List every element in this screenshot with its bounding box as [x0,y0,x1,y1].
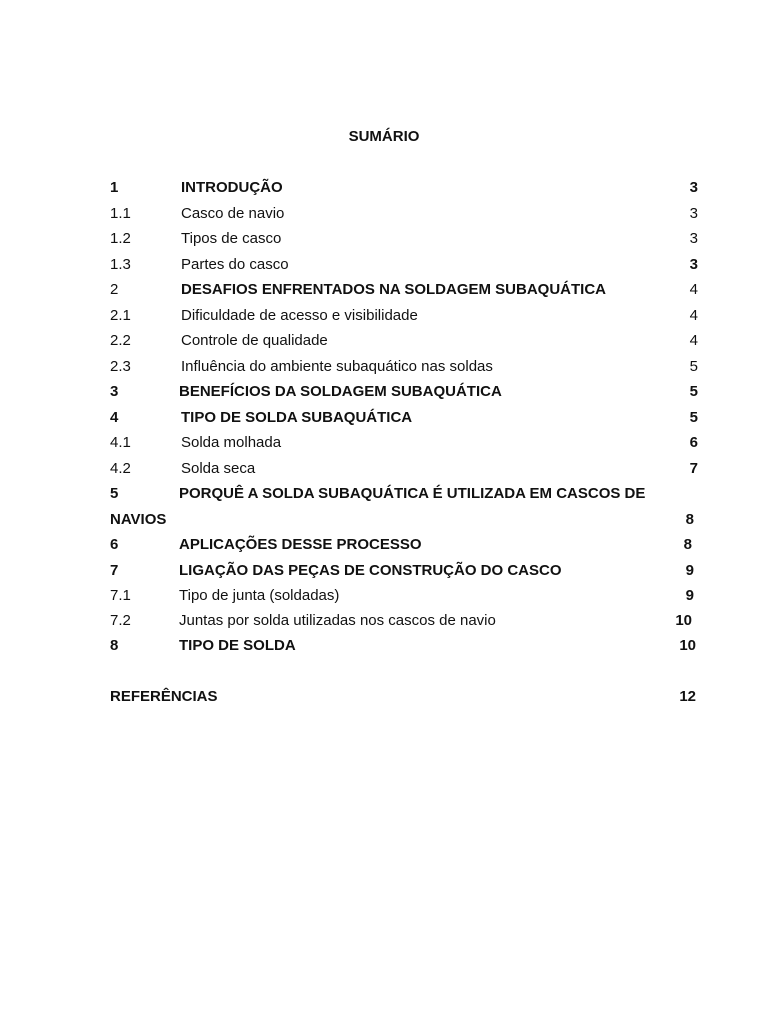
toc-entry-page: 7 [689,460,698,477]
toc-entry-number: 1.1 [110,205,131,222]
toc-entry-label: TIPO DE SOLDA [179,637,296,654]
toc-entry-number: 5 [110,485,119,502]
toc-entry-label: Tipo de junta (soldadas) [179,587,340,604]
toc-entry [110,229,698,249]
toc-entry-page: 9 [685,587,694,604]
toc-entry-number: 2.1 [110,307,131,324]
toc-entry-page: 10 [675,612,692,629]
toc-entry-page: 10 [679,637,696,654]
toc-entry-number: 7.1 [110,587,131,604]
toc-entry-number: 4 [110,409,119,426]
toc-entry-label: Dificuldade de acesso e visibilidade [181,307,418,324]
references-page: 12 [679,688,696,705]
toc-entry-label: Influência do ambiente subaquático nas soldas [181,358,493,375]
toc-entry [110,408,698,428]
toc-entry [110,611,698,631]
page-title: SUMÁRIO [348,128,420,145]
toc-entry-continuation [110,510,698,530]
toc-entry [110,535,698,555]
toc-entry-page: 5 [689,358,698,375]
toc-entry-page: 4 [689,281,698,298]
toc-entry-label: Juntas por solda utilizadas nos cascos de navio [179,612,496,629]
toc-entry [110,255,698,275]
toc-entry [110,306,698,326]
toc-entry-label: TIPO DE SOLDA SUBAQUÁTICA [181,409,413,426]
toc-entry [110,280,698,300]
toc-entry [110,331,698,351]
toc-entry-number: 1 [110,179,119,196]
toc-entry-number: 4.1 [110,434,131,451]
toc-entry [110,636,698,656]
toc-entry-label: APLICAÇÕES DESSE PROCESSO [179,536,422,553]
toc-entry-number: 2.3 [110,358,131,375]
toc-entry [110,178,698,198]
toc-entry-number: 3 [110,383,119,400]
toc-entry-label: Tipos de casco [181,230,282,247]
toc-entry-page: 3 [689,230,698,247]
toc-entry-number: 8 [110,637,119,654]
toc-entry-page: 8 [683,536,692,553]
toc-entry-label-continuation: NAVIOS [110,511,167,528]
toc-entry [110,204,698,224]
toc-entry-number: 4.2 [110,460,131,477]
toc-entry-label: Solda molhada [181,434,282,451]
toc-entry [110,586,698,606]
toc-entry-label: BENEFÍCIOS DA SOLDAGEM SUBAQUÁTICA [179,383,502,400]
references-label: REFERÊNCIAS [110,688,218,705]
toc-entry [110,484,698,504]
toc-entry [110,459,698,479]
toc-entry-page: 9 [685,562,694,579]
toc-references [110,687,698,707]
toc-entry-label: Casco de navio [181,205,285,222]
toc-entry-number: 1.2 [110,230,131,247]
toc-entry [110,382,698,402]
toc-entry-number: 1.3 [110,256,131,273]
toc-entry-number: 2 [110,281,119,298]
toc-entry-label: LIGAÇÃO DAS PEÇAS DE CONSTRUÇÃO DO CASCO [179,562,562,579]
toc-entry-page: 5 [689,409,698,426]
toc-entry-label: INTRODUÇÃO [181,179,283,196]
toc-entry-label: PORQUÊ A SOLDA SUBAQUÁTICA É UTILIZADA EM CASCOS DE [179,485,646,502]
toc-entry-label: Controle de qualidade [181,332,328,349]
toc-entry-label: Partes do casco [181,256,289,273]
toc-entry-label: Solda seca [181,460,256,477]
toc-entry-page: 3 [689,179,698,196]
toc-entry-page: 3 [689,205,698,222]
toc-entry-label: DESAFIOS ENFRENTADOS NA SOLDAGEM SUBAQUÁTICA [181,281,607,298]
toc-entry [110,433,698,453]
toc-entry-page: 8 [685,511,694,528]
toc-entry-page: 6 [689,434,698,451]
toc-entry-number: 2.2 [110,332,131,349]
toc-entry [110,561,698,581]
toc-entry-page: 3 [689,256,698,273]
toc-entry [110,357,698,377]
toc-entry-page: 4 [689,332,698,349]
toc-entry-number: 6 [110,536,119,553]
toc-entry-page: 4 [689,307,698,324]
toc-entry-number: 7 [110,562,119,579]
toc-entry-number: 7.2 [110,612,131,629]
toc-entry-page: 5 [689,383,698,400]
